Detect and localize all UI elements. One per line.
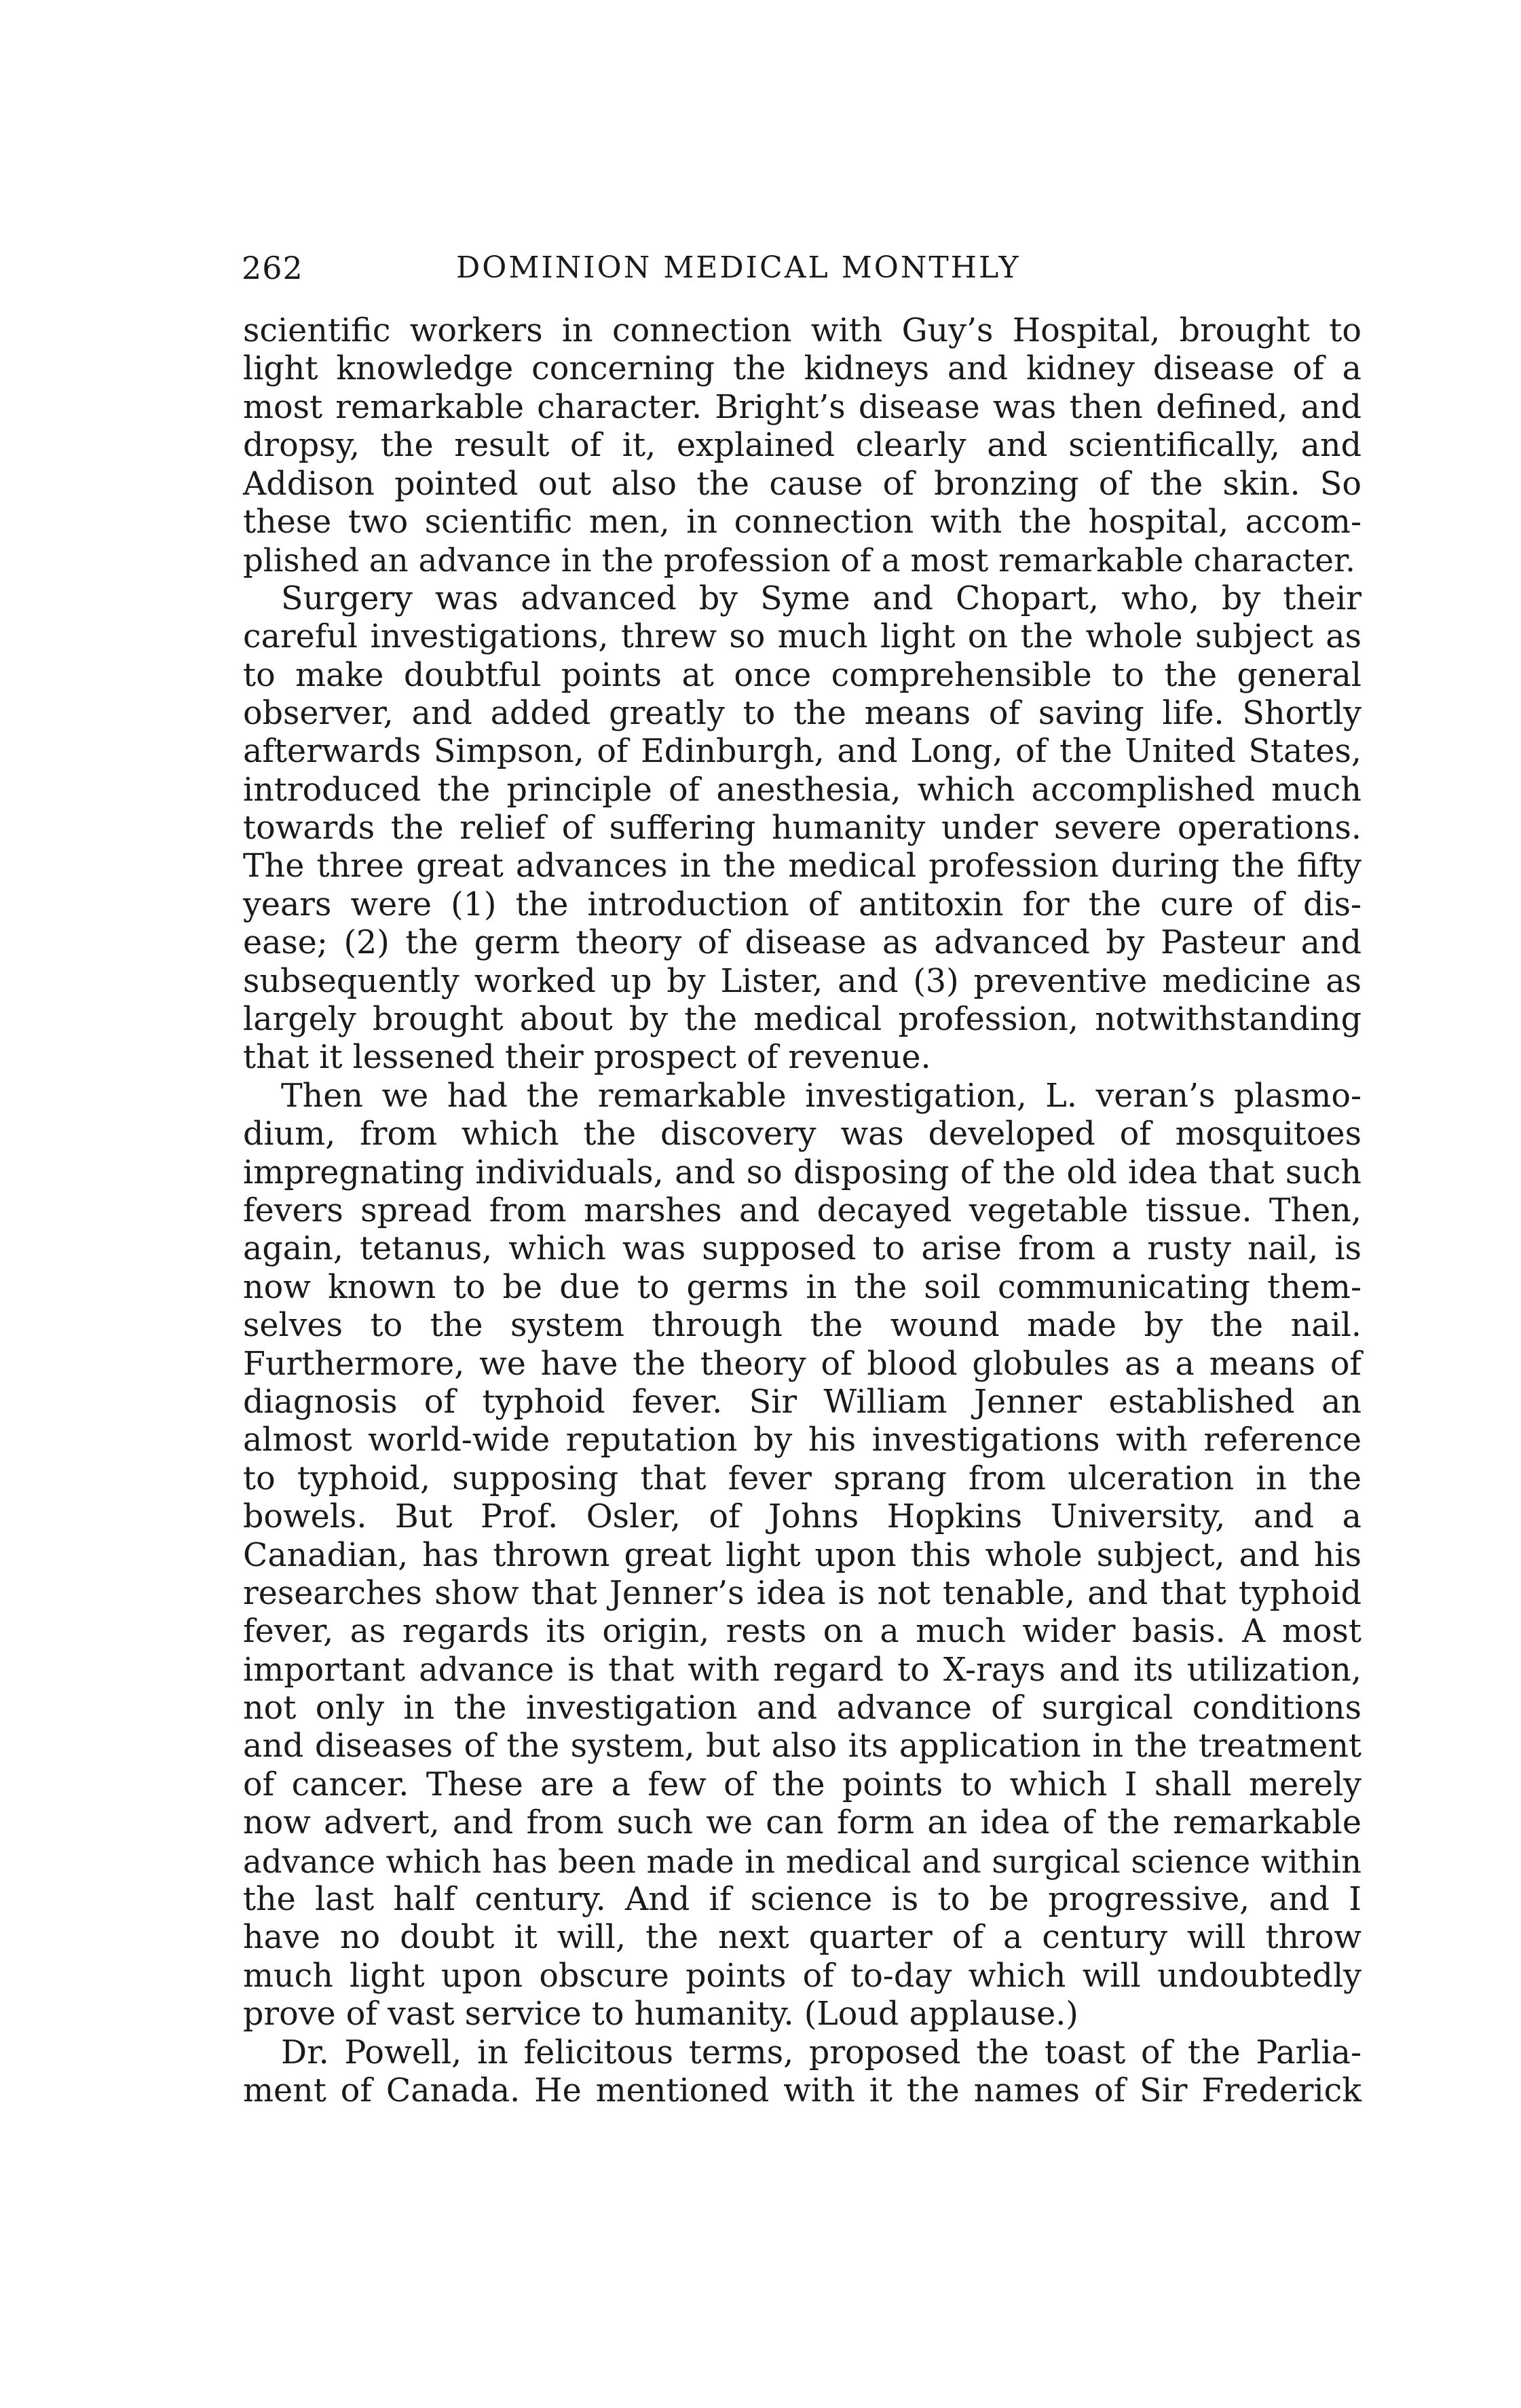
text-line: Surgery was advanced by Syme and Chopart, who, by their	[281, 579, 1362, 617]
text-line: fevers spread from marshes and decayed vegetable tissue. Then,	[243, 1191, 1362, 1229]
text-line: ease; (2) the germ theory of disease as advanced by Pasteur and	[243, 924, 1362, 962]
text-line: years were (1) the introduction of antitoxin for the cure of dis-	[243, 885, 1362, 923]
text-line: impregnating individuals, and so disposing of the old idea that such	[243, 1153, 1362, 1191]
text-line: advance which has been made in medical and surgical science within	[243, 1843, 1362, 1880]
text-line: light knowledge concerning the kidneys and kidney disease of a	[243, 350, 1362, 388]
text-line: afterwards Simpson, of Edinburgh, and Long, of the United States,	[243, 733, 1362, 771]
article-body	[243, 312, 1362, 2110]
text-line: observer, and added greatly to the means of saving life. Shortly	[243, 694, 1362, 732]
text-line: Canadian, has thrown great light upon this whole subject, and his	[243, 1536, 1362, 1574]
text-line: that it lessened their prospect of revenue.	[243, 1039, 931, 1077]
text-line: towards the relief of suffering humanity under severe operations.	[243, 809, 1362, 847]
text-line: selves to the system through the wound made by the nail.	[243, 1307, 1362, 1345]
text-line: much light upon obscure points of to-day which will undoubtedly	[243, 1957, 1362, 1995]
text-line: Then we had the remarkable investigation, L. veran’s plasmo-	[281, 1077, 1362, 1115]
text-line: the last half century. And if science is to be progressive, and I	[243, 1881, 1362, 1919]
text-line: prove of vast service to humanity. (Loud applause.)	[243, 1995, 1078, 2033]
text-line: Furthermore, we have the theory of blood globules as a means of	[243, 1345, 1362, 1383]
text-line: again, tetanus, which was supposed to arise from a rusty nail, is	[243, 1230, 1362, 1268]
text-line: almost world-wide reputation by his investigations with reference	[243, 1421, 1362, 1459]
text-line: bowels. But Prof. Osler, of Johns Hopkins University, and a	[243, 1498, 1362, 1536]
text-line: diagnosis of typhoid fever. Sir William Jenner established an	[243, 1383, 1362, 1421]
text-line: Dr. Powell, in felicitous terms, proposed the toast of the Parlia-	[281, 2033, 1362, 2071]
text-line: to typhoid, supposing that fever sprang from ulceration in the	[243, 1459, 1362, 1497]
text-line: not only in the investigation and advance of surgical conditions	[243, 1689, 1362, 1727]
text-line: The three great advances in the medical profession during the fifty	[243, 847, 1362, 885]
text-line: researches show that Jenner’s idea is not tenable, and that typhoid	[243, 1574, 1362, 1612]
text-line: subsequently worked up by Lister, and (3) preventive medicine as	[243, 962, 1362, 1000]
text-line: now known to be due to germs in the soil communicating them-	[243, 1268, 1362, 1306]
text-line: important advance is that with regard to X-rays and its utilization,	[243, 1651, 1362, 1689]
text-line: now advert, and from such we can form an idea of the remarkable	[243, 1804, 1362, 1842]
text-line: fever, as regards its origin, rests on a much wider basis. A most	[243, 1613, 1362, 1651]
text-line: largely brought about by the medical profession, notwithstanding	[243, 1001, 1362, 1039]
text-line: ment of Canada. He mentioned with it the names of Sir Frederick	[243, 2071, 1362, 2109]
page-number: 262	[242, 250, 303, 286]
text-line: plished an advance in the profession of a most remarkable character.	[243, 542, 1355, 579]
text-line: most remarkable character. Bright’s disease was then defined, and	[243, 388, 1362, 426]
text-line: careful investigations, threw so much light on the whole subject as	[243, 618, 1362, 656]
text-line: and diseases of the system, but also its application in the treatment	[243, 1727, 1362, 1765]
text-line: dium, from which the discovery was developed of mosquitoes	[243, 1115, 1362, 1153]
text-line: of cancer. These are a few of the points to which I shall merely	[243, 1765, 1362, 1803]
text-line: have no doubt it will, the next quarter of a century will throw	[243, 1919, 1362, 1957]
running-head	[242, 244, 1362, 292]
text-line: scientific workers in connection with Guy’s Hospital, brought to	[243, 312, 1362, 349]
text-line: introduced the principle of anesthesia, which accomplished much	[243, 771, 1362, 809]
journal-title: DOMINION MEDICAL MONTHLY	[456, 250, 1021, 285]
text-line: Addison pointed out also the cause of bronzing of the skin. So	[243, 465, 1362, 503]
text-line: dropsy, the result of it, explained clearly and scientifically, and	[243, 427, 1362, 465]
text-line: these two scientific men, in connection with the hospital, accom-	[243, 503, 1362, 541]
text-line: to make doubtful points at once comprehensible to the general	[243, 656, 1362, 694]
